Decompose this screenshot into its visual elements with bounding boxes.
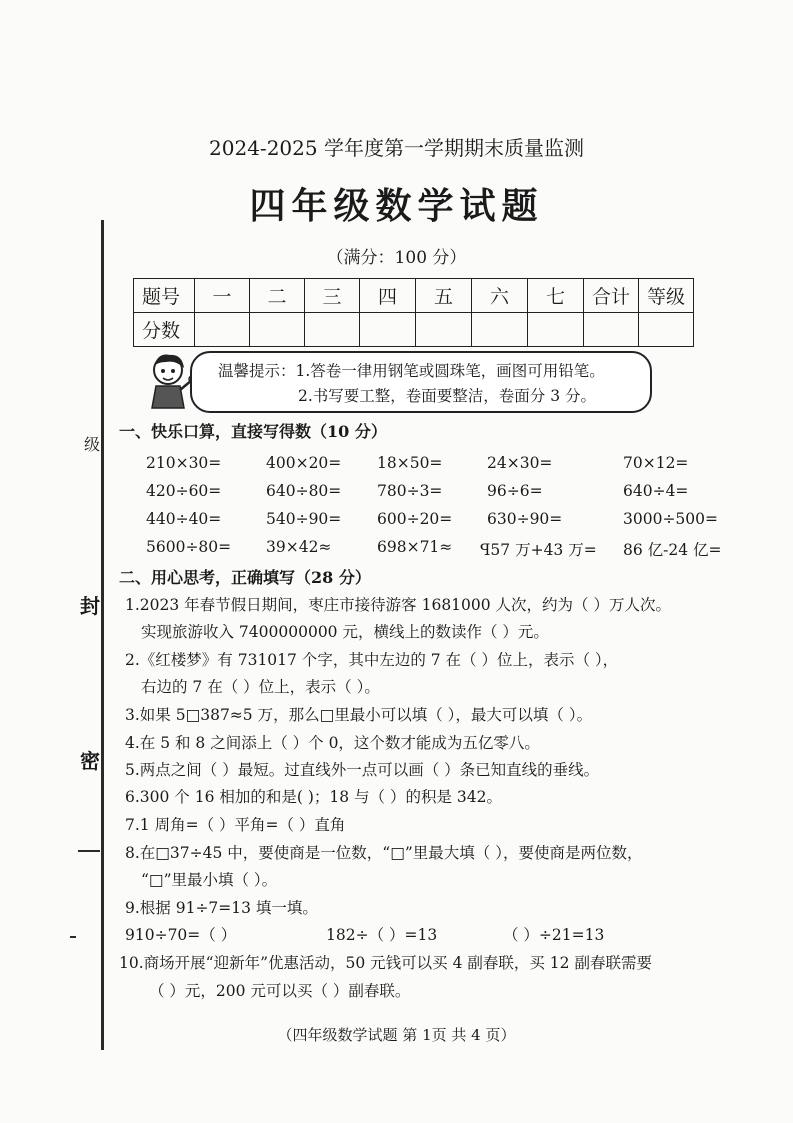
calc-item: 39×42≈ [266, 538, 332, 556]
question-4: 4.在 5 和 8 之间添上（ ）个 0，这个数才能成为五亿零八。 [125, 734, 540, 752]
question-9-part-c: （ ）÷21=13 [503, 926, 605, 944]
score-entry-cell[interactable] [472, 313, 528, 347]
table-cell: 三 [305, 279, 360, 313]
score-entry-cell[interactable] [360, 313, 416, 347]
full-score: （满分：100 分） [326, 248, 467, 268]
tips-line-1: 温馨提示：1.答卷一律用钢笔或圆珠笔，画图可用铅笔。 [218, 362, 605, 380]
question-1-line-2: 实现旅游收入 7400000000 元，横线上的数读作（ ）元。 [141, 623, 549, 641]
calc-item: 640÷80= [266, 482, 342, 500]
question-3: 3.如果 5□387≈5 万，那么□里最小可以填（ ），最大可以填（ ）。 [125, 706, 593, 724]
binding-line [101, 220, 104, 1050]
calc-item: 86 亿-24 亿= [623, 541, 722, 559]
calc-item: 440÷40= [146, 510, 222, 528]
tips-line-2: 2.书写要工整，卷面要整洁，卷面分 3 分。 [298, 387, 597, 405]
question-9-part-a: 910÷70=（ ） [125, 926, 237, 944]
margin-label-secret: 密 [80, 749, 100, 773]
table-cell: 四 [360, 279, 416, 313]
calc-item: 630÷90= [487, 510, 563, 528]
score-entry-cell[interactable] [584, 313, 639, 347]
score-entry-cell[interactable] [528, 313, 584, 347]
question-5: 5.两点之间（ ）最短。过直线外一点可以画（ ）条已知直线的垂线。 [125, 761, 600, 779]
table-cell: 一 [195, 279, 250, 313]
score-table [133, 278, 694, 347]
question-2-line-2: 右边的 7 在（ ）位上，表示（ ）。 [141, 678, 380, 696]
section-2-title: 二、用心思考，正确填写（28 分） [119, 568, 371, 587]
table-cell: 五 [416, 279, 472, 313]
calc-item: 24×30= [487, 454, 553, 472]
question-8-line-2: “□”里最小填（ ）。 [141, 871, 278, 889]
calc-item: 70×12= [623, 454, 689, 472]
table-cell: 七 [528, 279, 584, 313]
score-entry-cell[interactable] [305, 313, 360, 347]
score-entry-cell[interactable] [195, 313, 250, 347]
calc-item: 210×30= [146, 454, 222, 472]
question-7: 7.1 周角=（ ）平角=（ ）直角 [125, 816, 346, 834]
calc-item: 3000÷500= [623, 510, 719, 528]
question-2-line-1: 2.《红楼梦》有 731017 个字，其中左边的 7 在（ ）位上，表示（ ）， [125, 651, 619, 669]
calc-item: ꟼ57 万+43 万= [480, 541, 597, 559]
margin-tick [78, 850, 100, 852]
score-entry-cell[interactable] [416, 313, 472, 347]
margin-tick [70, 936, 76, 938]
margin-label-class: 级 [84, 435, 101, 454]
question-6: 6.300 个 16 相加的和是( )；18 与（ ）的积是 342。 [125, 788, 502, 806]
question-9-part-b: 182÷（ ）=13 [326, 926, 438, 944]
calc-item: 420÷60= [146, 482, 222, 500]
cartoon-student-icon [144, 350, 196, 410]
margin-label-seal: 封 [80, 594, 100, 618]
question-10-line-1: 10.商场开展“迎新年”优惠活动，50 元钱可以买 4 副春联，买 12 副春联需要 [119, 954, 652, 972]
table-cell: 合计 [584, 279, 639, 313]
calc-item: 600÷20= [377, 510, 453, 528]
calc-item: 698×71≈ [377, 538, 453, 556]
calc-item: 400×20= [266, 454, 342, 472]
exam-title: 四年级数学试题 [249, 185, 544, 227]
score-entry-cell[interactable] [639, 313, 694, 347]
question-8-line-1: 8.在□37÷45 中，要使商是一位数，“□”里最大填（ ），要使商是两位数， [125, 844, 643, 862]
table-cell: 二 [250, 279, 305, 313]
page-footer: （四年级数学试题 第 1页 共 4 页） [277, 1026, 516, 1044]
calc-item: 96÷6= [487, 482, 543, 500]
table-cell: 等级 [639, 279, 694, 313]
score-entry-cell[interactable] [250, 313, 305, 347]
calc-item: 540÷90= [266, 510, 342, 528]
question-1-line-1: 1.2023 年春节假日期间，枣庄市接待游客 1681000 人次，约为（ ）万人次。 [125, 596, 671, 614]
table-cell: 六 [472, 279, 528, 313]
table-cell: 分数 [134, 313, 195, 347]
question-9: 9.根据 91÷7=13 填一填。 [125, 899, 318, 917]
question-10-line-2: （ ）元，200 元可以买（ ）副春联。 [149, 982, 411, 1000]
calc-item: 780÷3= [377, 482, 443, 500]
calc-item: 5600÷80= [146, 538, 232, 556]
score-table-score-row [134, 313, 694, 347]
table-cell: 题号 [134, 279, 195, 313]
calc-item: 640÷4= [623, 482, 689, 500]
calc-item: 18×50= [377, 454, 443, 472]
term-title: 2024-2025 学年度第一学期期末质量监测 [209, 136, 584, 160]
section-1-title: 一、快乐口算，直接写得数（10 分） [119, 422, 387, 441]
score-table-header-row [134, 279, 694, 313]
